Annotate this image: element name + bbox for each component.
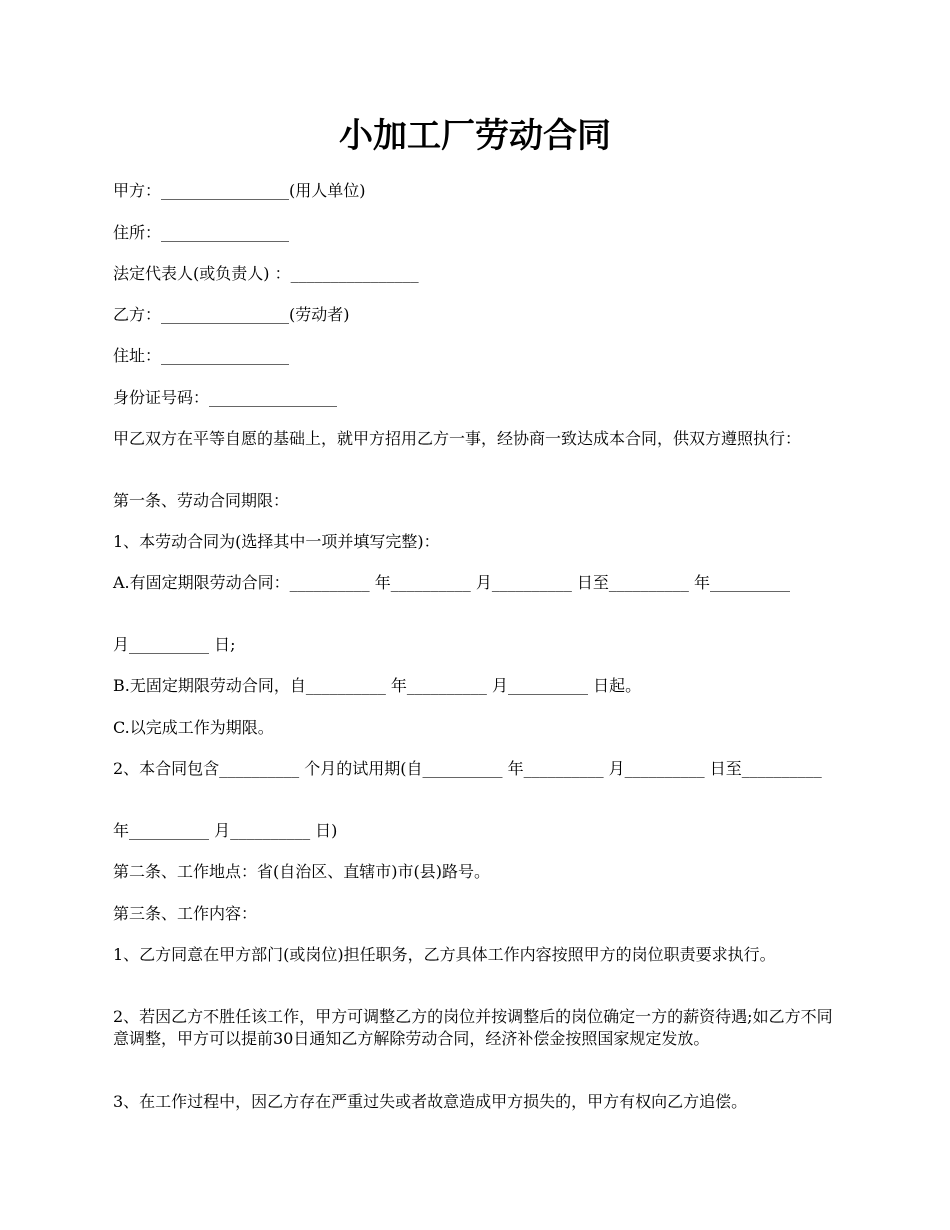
document-title: 小加工厂劳动合同: [339, 116, 611, 156]
party-b-address: 住址：________________: [113, 346, 290, 365]
article-2-work-location: 第二条、工作地点：省(自治区、直辖市)市(县)路号。: [113, 862, 490, 881]
option-b-open-term: B.无固定期限劳动合同，自__________ 年__________ 月__________ 日起。: [113, 676, 642, 695]
article-1-heading: 第一条、劳动合同期限：: [113, 491, 290, 510]
option-c-task-term: C.以完成工作为期限。: [113, 718, 274, 737]
article-3-clause-2: 2、若因乙方不胜任该工作，甲方可调整乙方的岗位并按调整后的岗位确定一方的薪资待遇;如乙方不同意调整，甲方可以提前30日通知乙方解除劳动合同，经济补偿金按照国家规定发放。: [113, 1007, 833, 1048]
party-b-line: 乙方：________________(劳动者): [113, 305, 350, 324]
article-3-heading: 第三条、工作内容：: [113, 904, 258, 923]
party-a-line: 甲方：________________(用人单位): [113, 181, 366, 200]
probation-continued: 年__________ 月__________ 日): [113, 821, 338, 840]
article-3-clause-3: 3、在工作过程中，因乙方存在严重过失或者故意造成甲方损失的，甲方有权向乙方追偿。: [113, 1092, 748, 1111]
legal-representative: 法定代表人(或负责人) ：________________: [113, 264, 419, 283]
preamble-paragraph: 甲乙双方在平等自愿的基础上，就甲方招用乙方一事，经协商一致达成本合同，供双方遵照执行：: [113, 429, 802, 448]
id-number: 身份证号码：________________: [113, 388, 338, 407]
option-a-continued: 月__________ 日;: [113, 635, 236, 654]
article-1-clause-2-probation: 2、本合同包含__________ 个月的试用期(自__________ 年__________ 月__________ 日至__________: [113, 759, 822, 778]
article-3-clause-1: 1、乙方同意在甲方部门(或岗位)担任职务，乙方具体工作内容按照甲方的岗位职责要求执行。: [113, 945, 776, 964]
option-a-fixed-term: A.有固定期限劳动合同：__________ 年__________ 月__________ 日至__________ 年__________: [113, 573, 790, 592]
article-1-clause-1: 1、本劳动合同为(选择其中一项并填写完整)：: [113, 532, 440, 551]
party-a-address: 住所：________________: [113, 223, 290, 242]
